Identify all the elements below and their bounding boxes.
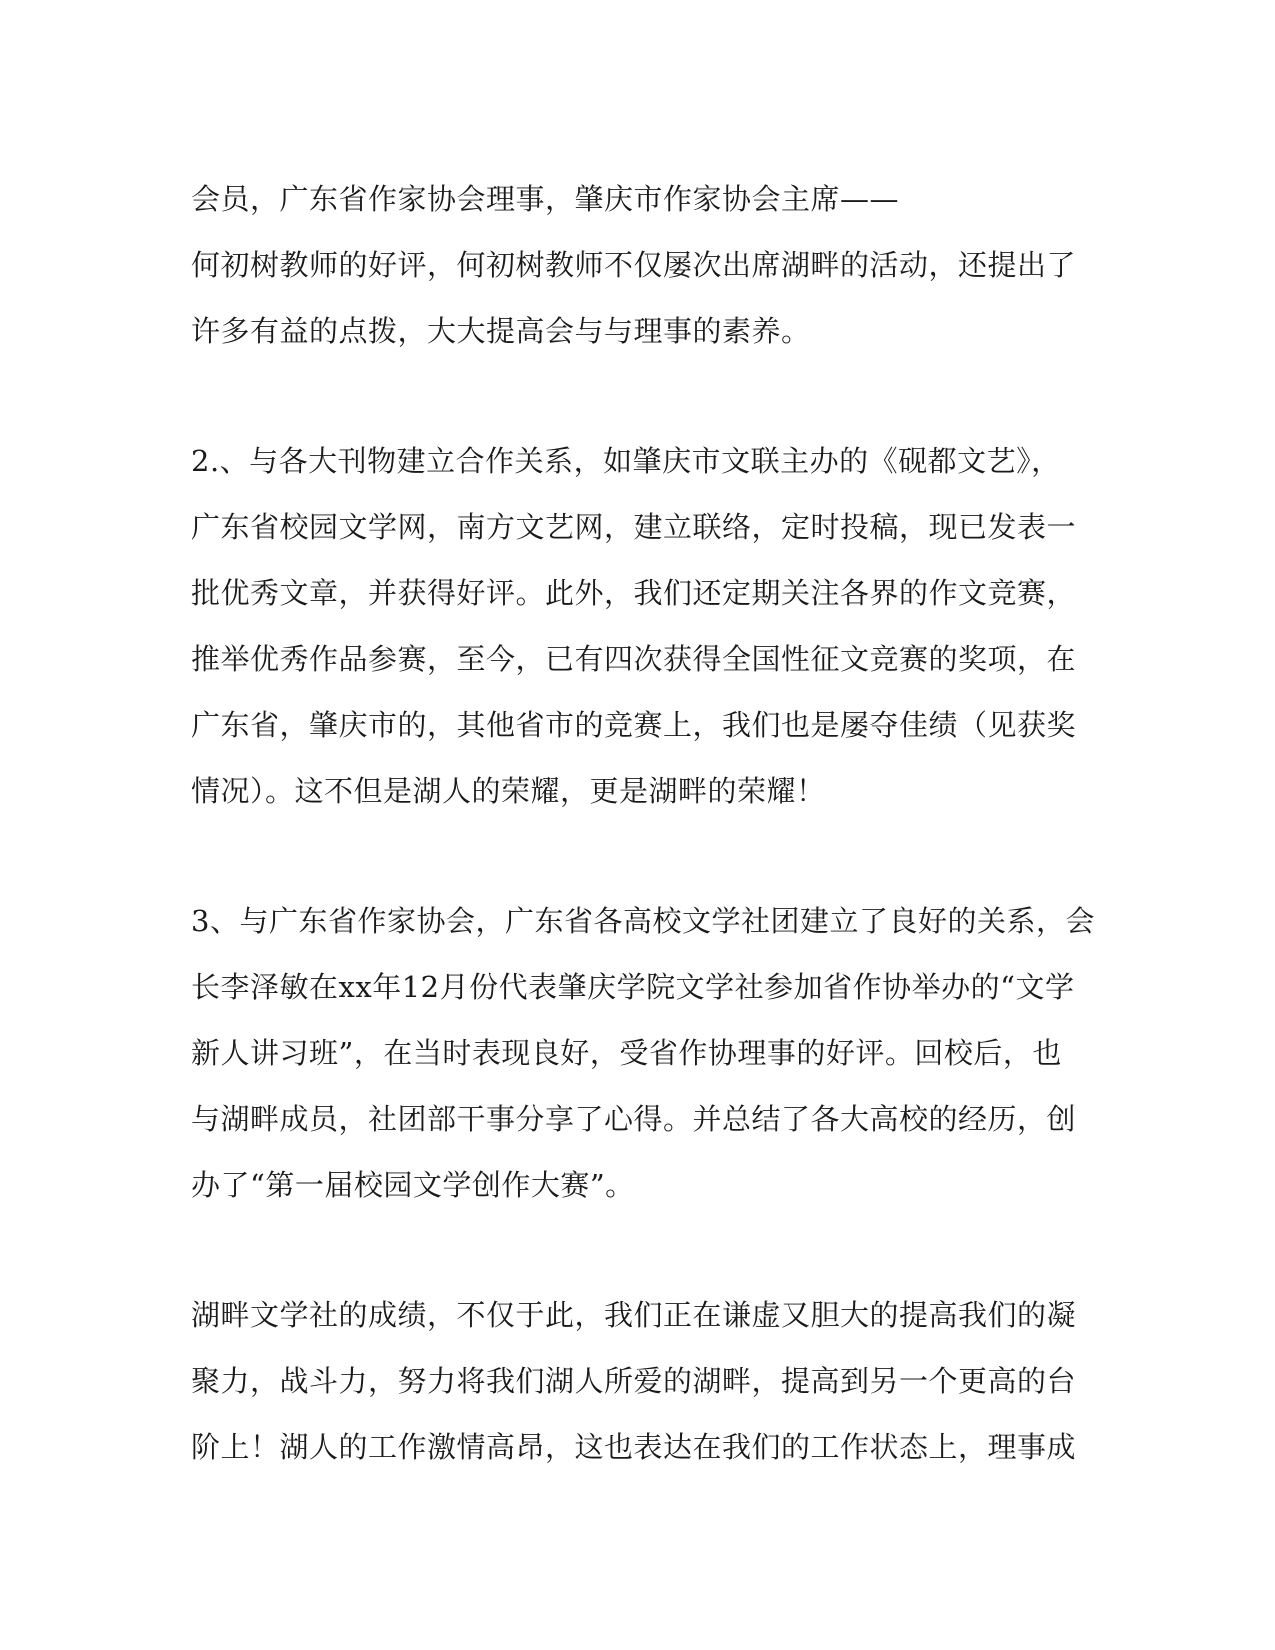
text-line: 阶上！湖人的工作激情高昂，这也表达在我们的工作状态上，理事成 bbox=[191, 1430, 1077, 1464]
paragraph-2 bbox=[191, 428, 1077, 824]
text-line: 聚力，战斗力，努力将我们湖人所爱的湖畔，提高到另一个更高的台 bbox=[191, 1364, 1077, 1398]
text-line: 许多有益的点拨，大大提高会与与理事的素养。 bbox=[191, 314, 811, 348]
text-line: 长李泽敏在xx年12月份代表肇庆学院文学社参加省作协举办的“文学 bbox=[191, 970, 1075, 1004]
text-line: 湖畔文学社的成绩，不仅于此，我们正在谦虚又胆大的提高我们的凝 bbox=[191, 1298, 1077, 1332]
text-line: 推举优秀作品参赛，至今，已有四次获得全国性征文竞赛的奖项，在 bbox=[191, 642, 1077, 676]
text-line: 办了“第一届校园文学创作大赛”。 bbox=[191, 1168, 635, 1202]
text-line: 何初树教师的好评，何初树教师不仅屡次出席湖畔的活动，还提出了 bbox=[191, 248, 1077, 282]
text-line: 3、与广东省作家协会，广东省各高校文学社团建立了良好的关系，会 bbox=[191, 904, 1095, 938]
paragraph-gap bbox=[191, 824, 1071, 888]
text-line: 新人讲习班”，在当时表现良好，受省作协理事的好评。回校后，也 bbox=[191, 1036, 1062, 1070]
document-body bbox=[191, 166, 1095, 1480]
paragraph-1 bbox=[191, 166, 1077, 364]
text-line: 与湖畔成员，社团部干事分享了心得。并总结了各大高校的经历，创 bbox=[191, 1102, 1077, 1136]
text-line: 会员，广东省作家协会理事，肇庆市作家协会主席—— bbox=[191, 182, 900, 216]
text-line: 广东省，肇庆市的，其他省市的竞赛上，我们也是屡夺佳绩（见获奖 bbox=[191, 708, 1077, 742]
text-line: 广东省校园文学网，南方文艺网，建立联络，定时投稿，现已发表一 bbox=[191, 510, 1077, 544]
text-line: 情况）。这不但是湖人的荣耀，更是湖畔的荣耀！ bbox=[191, 774, 826, 808]
text-line: 批优秀文章，并获得好评。此外，我们还定期关注各界的作文竞赛， bbox=[191, 576, 1077, 610]
paragraph-3 bbox=[191, 888, 1095, 1218]
paragraph-gap bbox=[191, 364, 1071, 428]
paragraph-4 bbox=[191, 1282, 1077, 1480]
text-line: 2.、与各大刊物建立合作关系，如肇庆市文联主办的《砚都文艺》， bbox=[191, 444, 1061, 478]
paragraph-gap bbox=[191, 1218, 1071, 1282]
